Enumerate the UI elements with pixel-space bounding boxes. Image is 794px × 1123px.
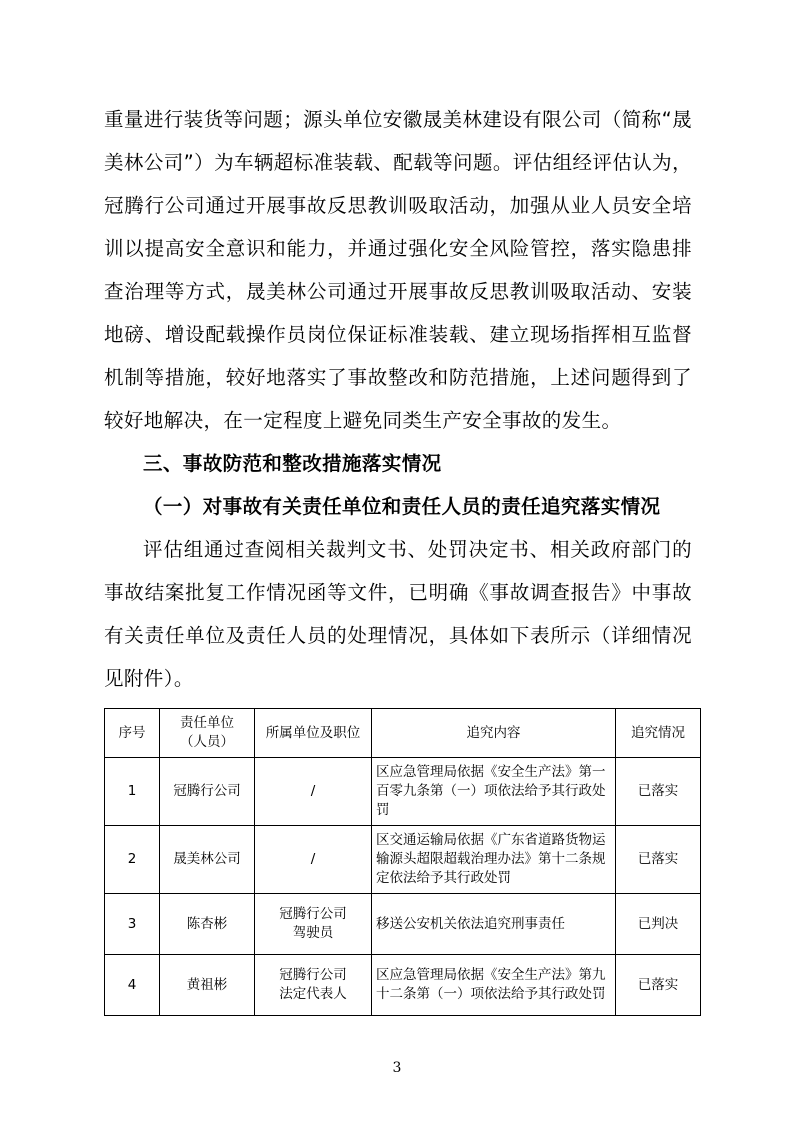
- cell-dept-line1: 冠腾行公司: [279, 906, 347, 922]
- cell-dept: /: [255, 758, 372, 826]
- cell-dept-line2: 法定代表人: [279, 986, 347, 1002]
- cell-status: 已落实: [616, 826, 701, 894]
- table-header-status: 追究情况: [616, 709, 701, 758]
- cell-content: 区应急管理局依据《安全生产法》第九十二条第（一）项依法给予其行政处罚: [372, 955, 616, 1016]
- table-row: [105, 826, 701, 894]
- cell-unit: 晟美林公司: [160, 826, 255, 894]
- cell-content: 移送公安机关依法追究刑事责任: [372, 894, 616, 955]
- cell-num: 4: [105, 955, 160, 1016]
- cell-dept-line2: 驾驶员: [292, 925, 334, 941]
- cell-dept: [255, 894, 372, 955]
- document-body: [104, 98, 692, 1016]
- cell-unit: 黄祖彬: [160, 955, 255, 1016]
- cell-dept-line1: 冠腾行公司: [279, 967, 347, 983]
- cell-num: 2: [105, 826, 160, 894]
- table-header-content: 追究内容: [372, 709, 616, 758]
- table-header: [105, 709, 701, 758]
- table-header-unit-line1: 责任单位: [180, 715, 234, 731]
- cell-content: 区交通运输局依据《广东省道路货物运输源头超限超载治理办法》第十二条规定依法给予其行政处罚: [372, 826, 616, 894]
- cell-unit: 陈杏彬: [160, 894, 255, 955]
- cell-dept: /: [255, 826, 372, 894]
- cell-dept: [255, 955, 372, 1016]
- page-number: 3: [392, 1060, 402, 1076]
- section-heading: 三、事故防范和整改措施落实情况: [143, 452, 442, 475]
- cell-status: 已落实: [616, 955, 701, 1016]
- table-header-row: [105, 709, 701, 758]
- table-header-unit-line2: （人员）: [180, 734, 234, 750]
- table-row: [105, 955, 701, 1016]
- cell-num: 1: [105, 758, 160, 826]
- table-header-dept: 所属单位及职位: [255, 709, 372, 758]
- cell-content: 区应急管理局依据《安全生产法》第一百零九条第（一）项依法给予其行政处罚: [372, 758, 616, 826]
- table-row: [105, 758, 701, 826]
- responsibility-table: [104, 708, 701, 1016]
- subsection-heading: （一）对事故有关责任单位和责任人员的责任追究落实情况: [143, 495, 661, 518]
- paragraph-2: 评估组通过查阅相关裁判文书、处罚决定书、相关政府部门的事故结案批复工作情况函等文件，已明确《事故调查报告》中事故有关责任单位及责任人员的处理情况，具体如下表所示（详细情况见附件）。: [104, 538, 692, 690]
- cell-status: 已落实: [616, 758, 701, 826]
- cell-num: 3: [105, 894, 160, 955]
- table-header-num: 序号: [105, 709, 160, 758]
- table-header-unit: [160, 709, 255, 758]
- paragraph-1: 重量进行装货等问题；源头单位安徽晟美林建设有限公司（简称“晟美林公司”）为车辆超标准装载、配载等问题。评估组经评估认为，冠腾行公司通过开展事故反思教训吸取活动，加强从业人员安全培训以提高安全意识和能力，并通过强化安全风险管控，落实隐患排查治理等方式，晟美林公司通过开展事故反思教训吸取活动、安装地磅、增设配载操作员岗位保证标准装载、建立现场指挥相互监督机制等措施，较好地落实了事故整改和防范措施，上述问题得到了较好地解决，在一定程度上避免同类生产安全事故的发生。: [104, 108, 692, 432]
- table-body: [105, 758, 701, 1016]
- table-row: [105, 894, 701, 955]
- cell-status: 已判决: [616, 894, 701, 955]
- cell-unit: 冠腾行公司: [160, 758, 255, 826]
